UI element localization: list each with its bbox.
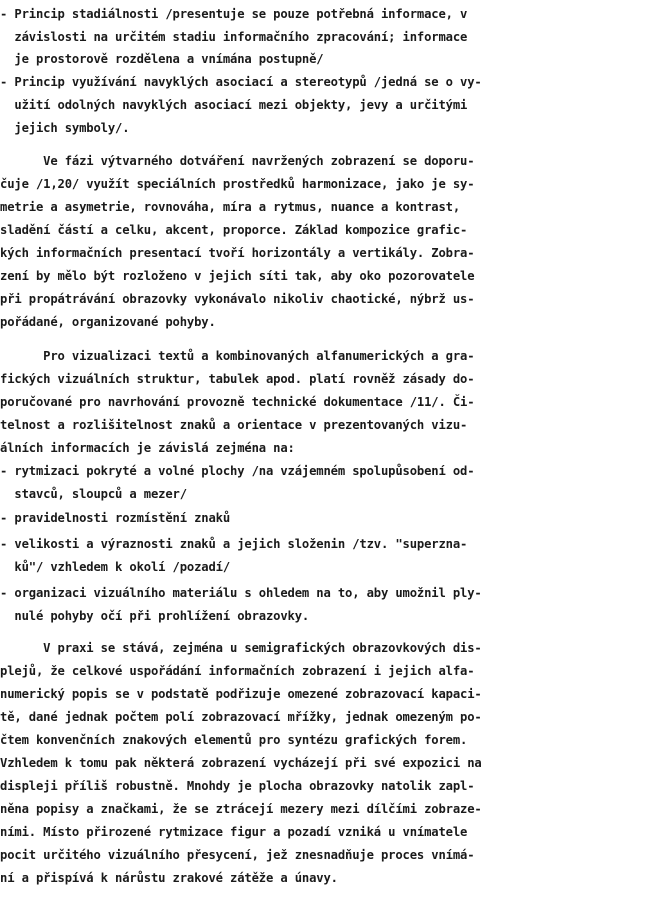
text-line: kých informačních presentací tvoří horizontály a vertikály. Zobra- (0, 246, 475, 260)
text-line: čuje /1,20/ využít speciálních prostředků harmonizace, jako je sy- (0, 177, 475, 191)
text-line: - Princip využívání navyklých asociací a stereotypů /jedná se o vy- (0, 75, 482, 89)
text-line: numerický popis se v podstatě podřizuje omezené zobrazovací kapaci- (0, 687, 482, 701)
text-line: pocit určitého vizuálního přesycení, jež znesnadňuje proces vnímá- (0, 848, 475, 862)
text-line: závislosti na určitém stadiu informačního zpracování; informace (0, 30, 468, 44)
list-item: - organizaci vizuálního materiálu s ohledem na to, aby umožnil ply- (0, 586, 482, 600)
text-line: fických vizuálních struktur, tabulek apod. platí rovněž zásady do- (0, 372, 475, 386)
text-line: zení by mělo být rozloženo v jejich síti tak, aby oko pozorovatele (0, 269, 475, 283)
text-line: Pro vizualizaci textů a kombinovaných alfanumerických a gra- (0, 349, 475, 363)
text-line: V praxi se stává, zejména u semigrafických obrazovkových dis- (0, 641, 482, 655)
text-line: displeji příliš robustně. Mnohdy je plocha obrazovky natolik zapl- (0, 779, 475, 793)
text-line: nulé pohyby očí při prohlížení obrazovky. (0, 609, 310, 623)
text-line: álních informacích je závislá zejména na: (0, 441, 295, 455)
text-line: metrie a asymetrie, rovnováha, míra a rytmus, nuance a kontrast, (0, 200, 460, 214)
text-line: čtem konvenčních znakových elementů pro syntézu grafických forem. (0, 733, 468, 747)
text-line: plejů, že celkové uspořádání informačních zobrazení i jejich alfa- (0, 664, 475, 678)
text-line: je prostorově rozdělena a vnímána postupně/ (0, 52, 324, 66)
text-line: telnost a rozlišitelnost znaků a orientace v prezentovaných vizu- (0, 418, 468, 432)
text-line: ní a přispívá k nárůstu zrakové zátěže a únavy. (0, 871, 338, 885)
text-line: něna popisy a značkami, že se ztrácejí mezery mezi dílčími zobraze- (0, 802, 482, 816)
text-line: Vzhledem k tomu pak některá zobrazení vycházejí při své expozici na (0, 756, 482, 770)
text-line: sladění částí a celku, akcent, proporce. Základ kompozice grafic- (0, 223, 468, 237)
text-line: - Princip stadiálnosti /presentuje se pouze potřebná informace, v (0, 7, 468, 21)
text-line: tě, dané jednak počtem polí zobrazovací mřížky, jednak omezeným po- (0, 710, 482, 724)
list-item: - pravidelnosti rozmístění znaků (0, 511, 230, 525)
list-item: - velikosti a výraznosti znaků a jejich složenin /tzv. "superzna- (0, 537, 468, 551)
text-line: při propátrávání obrazovky vykonávalo nikoliv chaotické, nýbrž us- (0, 292, 475, 306)
text-line: pořádané, organizované pohyby. (0, 315, 216, 329)
text-line: stavců, sloupců a mezer/ (0, 487, 187, 501)
text-line: užití odolných navyklých asociací mezi objekty, jevy a určitými (0, 98, 468, 112)
text-line: jejich symboly/. (0, 121, 130, 135)
text-line: ními. Místo přirozené rytmizace figur a pozadí vzniká u vnímatele (0, 825, 468, 839)
text-line: ků"/ vzhledem k okolí /pozadí/ (0, 560, 230, 574)
text-line: Ve fázi výtvarného dotváření navržených zobrazení se doporu- (0, 154, 475, 168)
list-item: - rytmizaci pokryté a volné plochy /na vzájemném spolupůsobení od- (0, 464, 475, 478)
text-line: poručované pro navrhování provozně technické dokumentace /11/. Či- (0, 395, 475, 409)
